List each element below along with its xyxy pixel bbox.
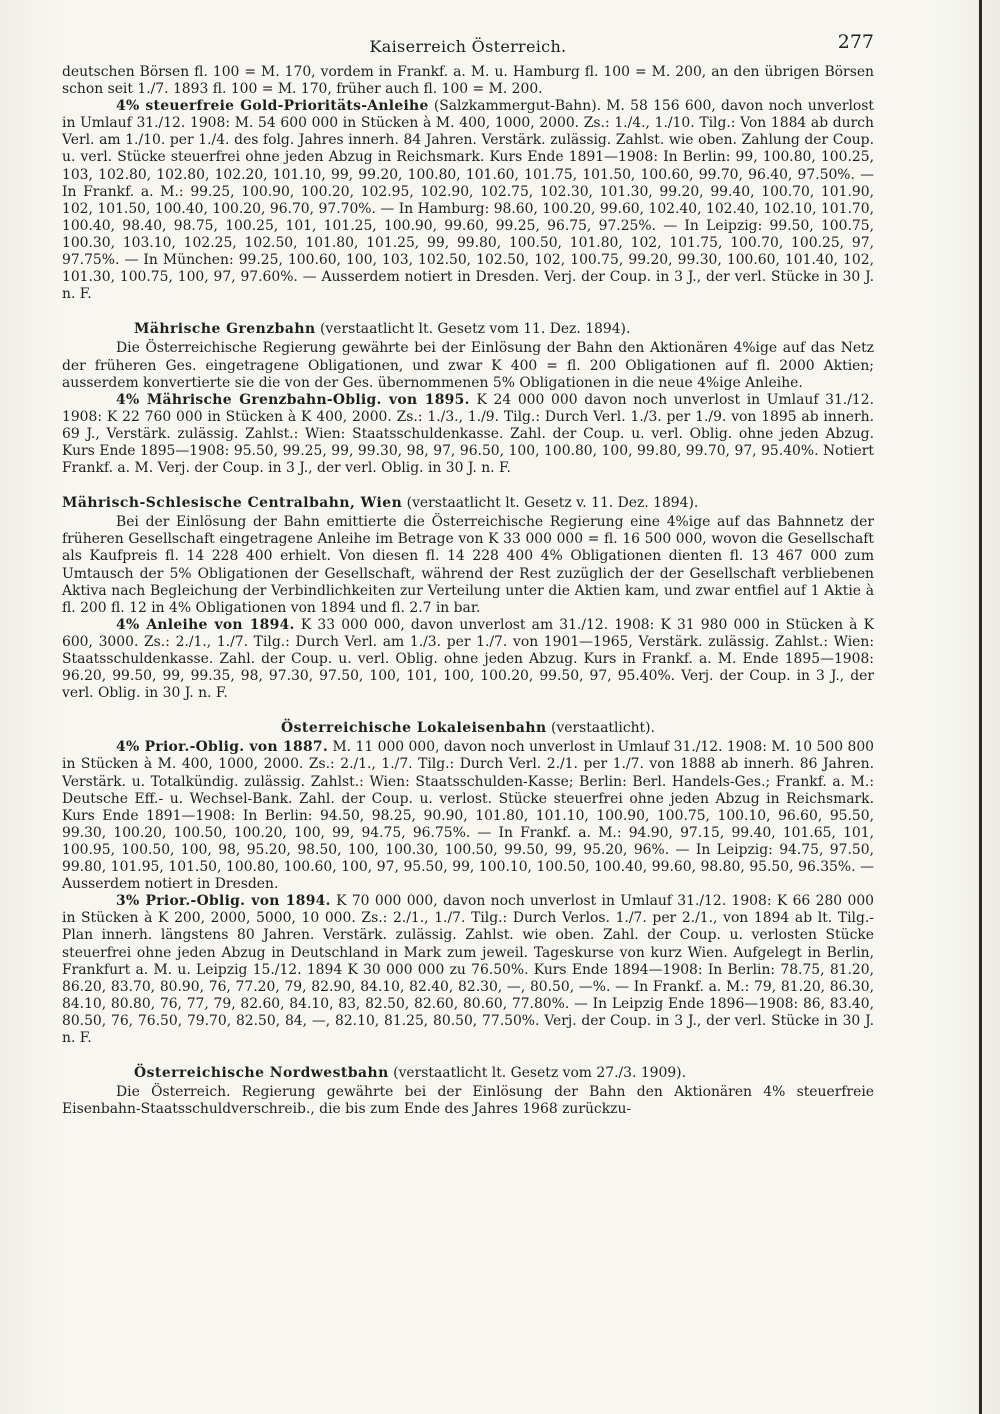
anleihe-1894-paragraph	[62, 617, 874, 702]
oblig-1895-text: K 24 000 000 davon noch unverlost in Umlauf 31./12. 1908: K 22 760 000 in Stücken à K 400, 2000. Zs.: 1./3., 1./9. Tilg.: Durch Verl. 1./3. per 1./9. von 1895 ab innerh. 69 J., Verstärk. zulässig. Zahlst.: Wien: Staatsschuldenkasse. Zahl. der Coup. u. verl. Oblig. ohne jeden Abzug. Kurs Ende 1895—1908: 95.50, 99.25, 99, 99.30, 98, 97, 96.50, 100, 100.80, 100, 99.80, 99.70, 97, 95.40%. Notiert Frankf. a. M. Verj. der Coup. in 3 J., der verl. Oblig. in 30 J. n. F.	[62, 391, 874, 477]
running-head	[62, 31, 874, 64]
oblig-1895-title: 4% Mährische Grenzbahn-Oblig. von 1895.	[116, 391, 470, 408]
prior-oblig-1894-title: 3% Prior.-Oblig. von 1894.	[116, 893, 331, 910]
section-paragraph: Die Österreichische Regierung gewährte bei der Einlösung der Bahn den Aktionären 4%ige auf das Netz der früheren Ges. eingetragene Obligationen, und zwar K 400 = fl. 200 Obligationen auf fl. 2000 Aktien; ausserdem konvertierte sie die von der Ges. übernommenen 5% Obligationen in die neue 4%ige Anleihe.	[62, 340, 874, 391]
section-title: Mährisch-Schlesische Centralbahn, Wien	[62, 495, 403, 512]
section-maehrische-grenzbahn	[62, 321, 874, 477]
gold-prioritaets-paragraph	[62, 98, 874, 303]
gold-prioritaets-title: 4% steuerfreie Gold-Prioritäts-Anleihe	[116, 98, 429, 115]
section-title: Österreichische Nordwestbahn	[134, 1065, 389, 1082]
section-paragraph: Die Österreich. Regierung gewährte bei der Einlösung der Bahn den Aktionären 4% steuerfreie Eisenbahn-Staatsschuldverschreib., die bis zum Ende des Jahres 1968 zurückzu-	[62, 1084, 874, 1118]
section-title: Mährische Grenzbahn	[134, 321, 316, 338]
section-oesterreichische-nordwestbahn	[62, 1065, 874, 1118]
gold-prioritaets-text: (Salzkammergut-Bahn). M. 58 156 600, davon noch unverlost in Umlauf 31./12. 1908: M. 54 600 000 in Stücken à M. 400, 1000, 2000. Zs.: 1./4., 1./10. Tilg.: Von 1884 ab durch Verl. am 1./10. per 1./4. des folg. Jahres innerh. 84 Jahren. Verstärk. zulässig. Zahlst. wie oben. Zahlung der Coup. u. verl. Stücke steuerfrei ohne jeden Abzug in Reichsmark. Kurs Ende 1891—1908: In Berlin: 99, 100.80, 100.25, 103, 102.80, 102.80, 102.20, 101.10, 99, 99.20, 100.80, 101.60, 101.75, 101.50, 100.60, 99.70, 96.40, 97.50%. — In Frankf. a. M.: 99.25, 100.90, 100.20, 102.95, 102.90, 102.75, 102.30, 101.30, 99.20, 99.40, 100.70, 101.90, 102, 101.50, 100.40, 100.20, 96.70, 97.70%. — In Hamburg: 98.60, 100.20, 99.60, 102.40, 102.40, 102.10, 101.70, 100.40, 98.40, 98.75, 100.25, 101, 101.25, 100.90, 99.60, 99.25, 96.75, 97.25%. — In Leipzig: 99.50, 100.75, 100.30, 103.10, 102.25, 102.50, 101.80, 101.25, 99, 99.80, 100.50, 101.80, 102, 101.75, 100.70, 100.25, 97, 97.75%. — In München: 99.25, 100.60, 100, 103, 102.50, 102.50, 102, 100.75, 99.20, 99.30, 100.60, 101.40, 102, 101.30, 100.75, 100, 97, 97.60%. — Ausserdem notiert in Dresden. Verj. der Coup. in 3 J., der verl. Stücke in 30 J. n. F.	[62, 98, 874, 303]
page-number: 277	[837, 31, 874, 53]
prior-oblig-1887-text: M. 11 000 000, davon noch unverlost in Umlauf 31./12. 1908: M. 10 500 800 in Stücken à M. 400, 1000, 2000. Zs.: 2./1., 1./7. Tilg.: Durch Verl. 2./1. per 1./7. von 1888 ab innerh. 86 Jahren. Verstärk. u. Totalkündig. zulässig. Zahlst.: Wien: Staatsschulden-Kasse; Berlin: Berl. Handels-Ges.; Frankf. a. M.: Deutsche Eff.- u. Wechsel-Bank. Zahl. der Coup. u. verlost. Stücke steuerfrei ohne jeden Abzug in Reichsmark. Kurs Ende 1891—1908: In Berlin: 94.50, 98.25, 90.90, 101.80, 101.10, 100.90, 100.75, 100.10, 96.60, 95.50, 99.30, 100.20, 100.50, 100.20, 100, 99, 94.75, 96.75%. — In Frankf. a. M.: 94.90, 97.15, 99.40, 101.65, 101, 100.95, 100.50, 100, 98, 95.20, 98.50, 100, 100.30, 100.50, 99.50, 99, 95.20, 96%. — In Leipzig: 94.75, 97.50, 99.80, 101.95, 101.50, 100.80, 100.60, 100, 97, 95.50, 99, 100.10, 100.50, 100.40, 99.60, 98.80, 95.50, 96.35%. — Ausserdem notiert in Dresden.	[62, 739, 875, 893]
anleihe-1894-text: K 33 000 000, davon unverlost am 31./12. 1908: K 31 980 000 in Stücken à K 600, 3000. Zs.: 2./1., 1./7. Tilg.: Durch Verl. am 1./3. per 1./7. von 1901—1965, Verstärk. zulässig. Zahlst.: Wien: Staatsschuldenkasse. Zahl. der Coup. u. verl. Oblig. ohne jeden Abzug. Kurs in Frankf. a. M. Ende 1895—1908: 96.20, 99.50, 99, 99.35, 98, 97.30, 97.50, 100, 101, 100, 100.20, 99.50, 97, 95.40%. Verj. der Coup. in 3 J., der verl. Oblig. in 30 J. n. F.	[62, 616, 874, 702]
section-paragraph: Bei der Einlösung der Bahn emittierte die Österreichische Regierung eine 4%ige auf das Bahnnetz der früheren Gesellschaft eingetragene Anleihe im Betrage von K 33 000 000 = fl. 16 500 000, wovon die Gesellschaft als Kaufpreis fl. 14 228 400 erhielt. Von diesen fl. 14 228 400 4% Obligationen dienten fl. 13 467 000 zum Umtausch der 5% Obligationen der Gesellschaft, während der Rest zuzüglich der der Gesellschaft verbliebenen Aktiva nach Begleichung der Verbindlichkeiten zur Verteilung unter die Aktien kam, und zwar entfiel auf 1 Aktie à fl. 200 fl. 12 in 4% Obligationen von 1894 und fl. 2.7 in bar.	[62, 514, 874, 616]
prior-oblig-1887-title: 4% Prior.-Oblig. von 1887.	[116, 739, 329, 756]
section-subtitle: (verstaatlicht lt. Gesetz vom 11. Dez. 1894).	[315, 321, 631, 338]
section-subtitle: (verstaatlicht lt. Gesetz vom 27./3. 1909).	[388, 1065, 687, 1082]
intro-block	[62, 64, 874, 303]
section-heading	[62, 720, 874, 737]
section-title: Österreichische Lokaleisenbahn	[281, 720, 547, 737]
prior-oblig-1894-text: K 70 000 000, davon noch unverlost in Umlauf 31./12. 1908: K 66 280 000 in Stücken à K 200, 2000, 5000, 10 000. Zs.: 2./1., 1./7. Tilg.: Durch Verlos. 1./7. per 2./1., von 1894 ab lt. Tilg.-Plan innerh. längstens 80 Jahren. Verstärk. zulässig. Zahlst. wie oben. Zahl. der Coup. u. verlosten Stücke steuerfrei ohne jeden Abzug in Deutschland in Mark zum jeweil. Tageskurse von kurz Wien. Aufgelegt in Berlin, Frankfurt a. M. u. Leipzig 15./12. 1894 K 30 000 000 zu 76.50%. Kurs Ende 1894—1908: In Berlin: 78.75, 81.20, 86.20, 83.70, 80.90, 76, 77.20, 79, 82.90, 84.10, 82.40, 82.30, —, 80.50, —%. — In Frankf. a. M.: 79, 81.20, 86.30, 84.10, 80.80, 76, 77, 79, 82.60, 84.10, 83, 82.50, 82.60, 80.60, 77.80%. — In Leipzig Ende 1896—1908: 86, 83.40, 80.50, 76, 76.50, 79.70, 82.50, 84, —, 82.10, 81.25, 80.50, 77.50%. Verj. der Coup. in 3 J., der verl. Stücke in 30 J. n. F.	[62, 893, 874, 1046]
anleihe-1894-title: 4% Anleihe von 1894.	[116, 616, 295, 633]
intro-paragraph: deutschen Börsen fl. 100 = M. 170, vordem in Frankf. a. M. u. Hamburg fl. 100 = M. 200, an den übrigen Börsen schon seit 1./7. 1893 fl. 100 = M. 170, früher auch fl. 100 = M. 200.	[62, 64, 874, 98]
running-title: Kaiserreich Österreich.	[369, 37, 567, 56]
prior-oblig-1887-paragraph	[62, 739, 874, 893]
section-heading	[62, 321, 874, 338]
section-heading	[62, 1065, 874, 1082]
page-edge-line	[979, 0, 982, 1414]
section-maehrisch-schlesische-centralbahn	[62, 495, 874, 702]
prior-oblig-1894-paragraph	[62, 893, 874, 1047]
section-subtitle: (verstaatlicht lt. Gesetz v. 11. Dez. 1894).	[402, 495, 699, 512]
oblig-1895-paragraph	[62, 392, 874, 477]
page-content	[62, 31, 875, 1118]
section-subtitle: (verstaatlicht).	[546, 720, 655, 737]
section-oesterreichische-lokaleisenbahn	[62, 720, 874, 1047]
section-heading	[62, 495, 874, 512]
